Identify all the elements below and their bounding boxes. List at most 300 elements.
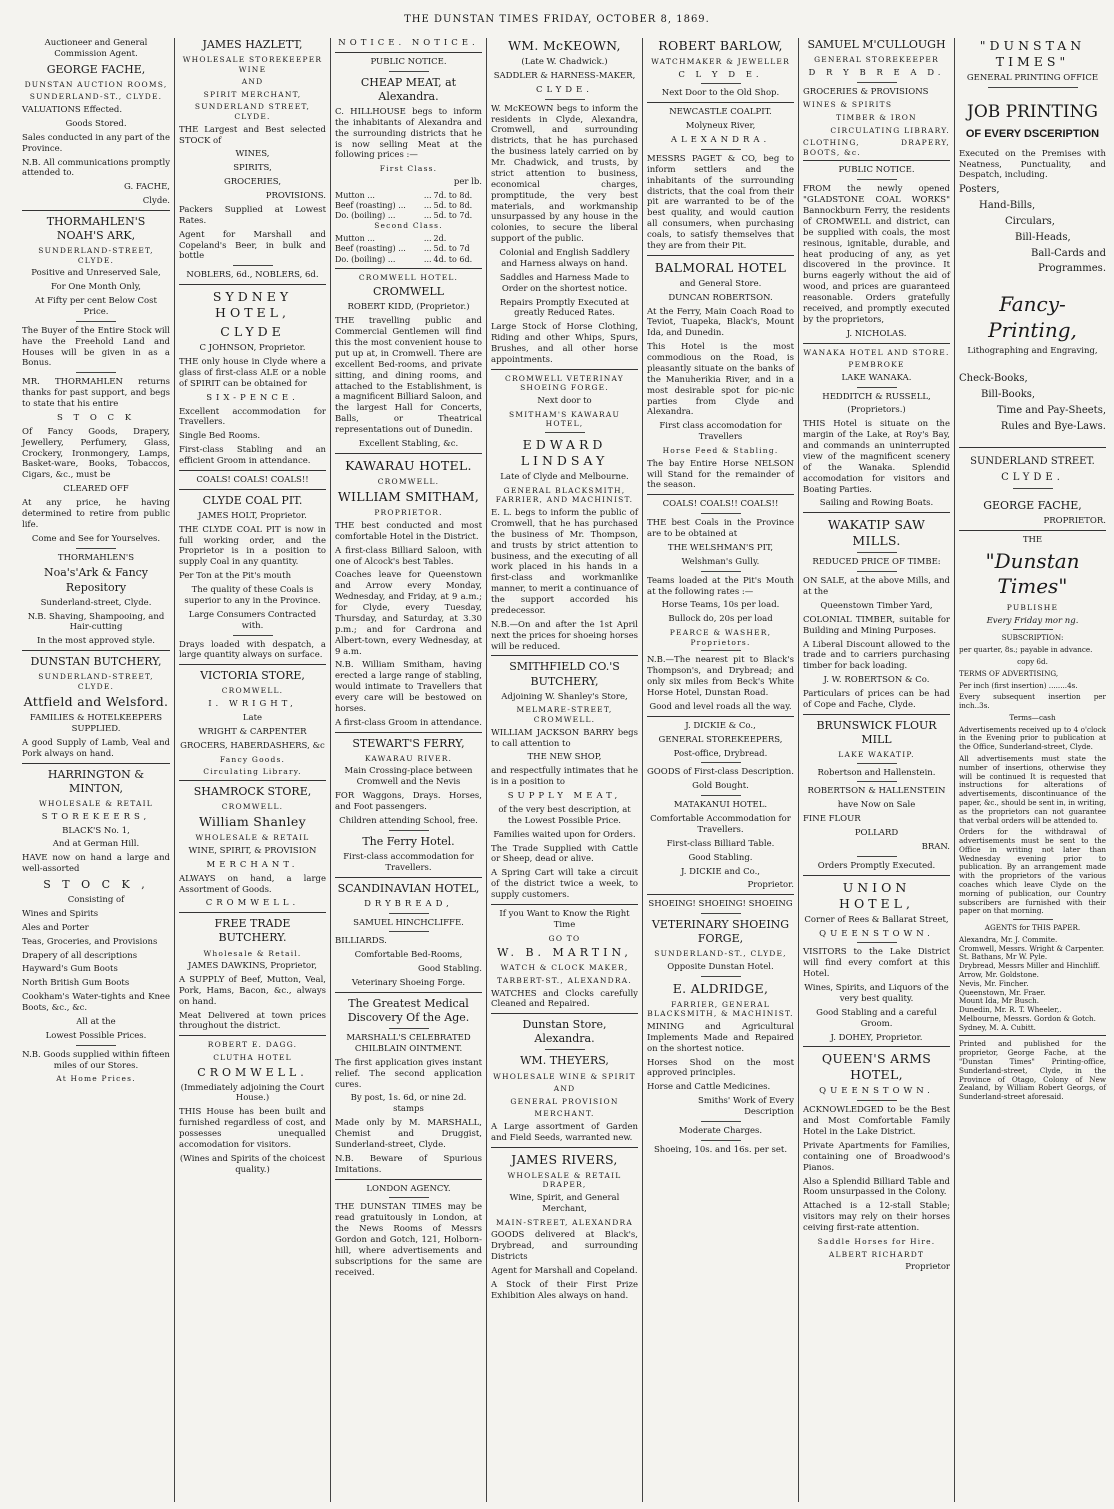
ad-rivers-title: JAMES RIVERS, — [511, 1151, 618, 1167]
ad-harrington-line: WHOLESALE & RETAIL — [39, 799, 153, 809]
price-dots: ... — [423, 190, 432, 200]
advertising-terms: Terms—cash — [1009, 712, 1056, 722]
ad-fache-place: Clyde. — [142, 196, 170, 207]
ad-clyde-coal-text: The quality of these Coals is superior to any in the Province. — [184, 585, 321, 606]
divider — [76, 321, 116, 322]
ad-london-agency-text: THE DUNSTAN TIMES may be read gratuitously in London, at the News Rooms of Messrs Gordon and Gotch, 121, Holborn-hill, where advertisements and subscriptions for the same are received. — [335, 1202, 482, 1278]
price-dots: ... — [423, 234, 432, 244]
divider — [389, 71, 429, 72]
ad-rivers-line: WHOLESALE & RETAIL DRAPER, — [507, 1170, 622, 1190]
ad-mckeown-text: W. McKEOWN begs to inform the residents in Clyde, Alexandra, Cromwell, and surrounding districts, that he has purchased the business lately carried on by Mr. Chadwick, and trusts, by strict attention to business, economical charges, promptitude, the very best materials, and workmanship unsurpassed by any house in the colonies, to secure the liberal support of the public. — [491, 103, 638, 245]
ad-aldridge-line: FARRIER, GENERAL BLACKSMITH, & MACHINIST. — [647, 999, 794, 1019]
ad-union-hotel-text: J. DOHEY, Proprietor. — [830, 1032, 923, 1043]
ad-harrington-line: At Home Prices. — [56, 1074, 136, 1084]
agent-item: St. Bathans, Mr W. Pyle. — [959, 952, 1048, 962]
ad-aldridge-text: Horse and Cattle Medicines. — [647, 1082, 771, 1093]
ad-shamrock-line: CROMWELL. — [221, 801, 284, 811]
ad-scandinavian-text: Comfortable Bed-Rooms, — [354, 950, 463, 961]
ad-scandinavian-title: SCANDINAVIAN HOTEL, — [337, 881, 480, 895]
ad-harrington-text: HAVE now on hand a large and well-assorted — [22, 853, 170, 875]
ad-marshall-title: MARSHALL'S CELEBRATED CHILBLAIN OINTMENT. — [346, 1033, 471, 1054]
divider — [335, 992, 482, 993]
divider — [22, 763, 170, 764]
ad-mckeown-text: Colonial and English Saddlery and Harness always on hand. — [499, 248, 630, 269]
ad-cromwell-hotel-title: CROMWELL HOTEL. — [358, 272, 459, 282]
ad-clutha-place: CROMWELL. — [197, 1065, 308, 1079]
divider — [389, 830, 429, 831]
divider — [857, 1100, 897, 1101]
ad-mccullough-title: SAMUEL M'CULLOUGH — [807, 38, 946, 51]
job-printing-heading: JOB PRINTING — [967, 101, 1098, 122]
ad-barlow-line: WATCHMAKER & JEWELLER — [651, 57, 790, 66]
column-5 — [642, 38, 798, 1502]
divider — [491, 904, 638, 905]
ad-sydney-hotel-text: Excellent accommodation for Travellers. — [179, 406, 326, 428]
divider — [179, 912, 326, 913]
divider — [491, 1147, 638, 1148]
ad-hazlett-line: SUNDERLAND STREET, CLYDE. — [194, 102, 311, 122]
ad-noahs-ark-text: In the most approved style. — [37, 636, 155, 647]
ad-stewarts-ferry-line: KAWARAU RIVER. — [364, 753, 453, 763]
ad-clyde-coal-title: CLYDE COAL PIT. — [202, 493, 303, 507]
price-dots: ... — [423, 254, 432, 264]
ad-hazlett-line: WHOLESALE STOREKEEPER WINE — [182, 55, 323, 74]
column-2 — [174, 38, 330, 1502]
ad-smithfield-text: WILLIAM JACKSON BARRY begs to call attention to — [491, 727, 638, 749]
ad-martin-line: TARBERT-ST., ALEXANDRA. — [497, 975, 632, 985]
ad-hazlett-title: JAMES HAZLETT, — [202, 38, 303, 51]
job-printing-item: Bill-Heads, — [1015, 231, 1071, 243]
ad-wanaka-text: Sailing and Rowing Boats. — [819, 498, 934, 509]
ad-free-trade-text: Meat Delivered at town prices throughout the district. — [179, 1010, 326, 1032]
ad-noahs-ark-text: At any price, he having determined to retire from public life. — [22, 498, 170, 530]
ad-harrington-item: Teas, Groceries, and Provisions — [22, 936, 158, 947]
notice-public-2: PUBLIC NOTICE. — [838, 165, 915, 176]
ad-rivers-text: GOODS delivered at Black's, Drybread, and surrounding Districts — [491, 1230, 638, 1262]
ad-wanaka-title: WANAKA HOTEL AND STORE. — [803, 347, 950, 357]
price-row — [335, 201, 482, 211]
ad-hazlett-line: GROCERIES, — [223, 177, 282, 188]
divider — [959, 447, 1106, 448]
divider — [857, 552, 897, 553]
ad-shamrock-line: CROMWELL. — [205, 898, 300, 909]
ad-scandinavian-text: Good Stabling. — [418, 964, 482, 975]
job-printing-item: Rules and Bye-Laws. — [1000, 420, 1106, 432]
agent-item: Nevis, Mr. Fincher. — [959, 978, 1029, 988]
ad-fache-address: SUNDERLAND-ST., CLYDE. — [29, 92, 163, 102]
price-row — [335, 255, 482, 265]
ad-mckeown-place: CLYDE. — [536, 84, 593, 95]
paper-published-day: Every Friday mor ng. — [986, 615, 1079, 626]
divider — [491, 369, 638, 370]
ad-brunswick-line: ROBERTSON & HALLENSTEIN — [807, 786, 946, 797]
ad-cromwell-hotel-text: THE travelling public and Commercial Gentlemen will find this the most convenient house to put up at, in Cromwell. There are excellent Bed-rooms, and private sitting, and dining rooms, and attached to the Establishment, is a magnificent Billiard Saloon, and the largest Hall for Concerts, Balls, or Theatrical representations out of Dunedin. — [335, 316, 482, 436]
agent-item: Sydney, M. A. Cubitt. — [959, 1022, 1036, 1032]
ad-smithfield-text: and respectfully intimates that he is in a position to — [491, 766, 638, 788]
ad-newcastle-text: MESSRS PAGET & CO, beg to inform settlers and the inhabitants of the surrounding districts, that the coal from their pit are warranted to be of the best quality, and would caution all consumers, when purchasing coals, to satisfy themselves that they are from their Pit. — [647, 153, 794, 251]
agent-item: Cromwell, Messrs. Wright & Carpenter. — [959, 943, 1104, 953]
ad-kawarau-hotel-prop: WILLIAM SMITHAM, — [337, 489, 480, 505]
ad-dunstan-store-title: Dunstan Store, Alexandra. — [522, 1018, 607, 1046]
ad-clutha-text: (Wines and Spirits of the choicest quality.) — [179, 1153, 326, 1175]
ad-noahs-ark-text: Come and See for Yourselves. — [31, 533, 161, 544]
ad-noahs-ark-cleared: CLEARED OFF — [63, 484, 129, 495]
divider — [179, 489, 326, 490]
ad-fache-rooms: DUNSTAN AUCTION ROOMS, — [24, 79, 168, 89]
ad-mckeown-text: Saddles and Harness Made to Order on the shortest notice. — [499, 272, 630, 294]
ad-victoria-store-line: Fancy Goods. — [219, 754, 286, 764]
agent-item: Alexandra, Mr. J. Commite. — [959, 934, 1058, 944]
ad-theyers-text: A Large assortment of Garden and Field Seeds, warranted new. — [491, 1121, 638, 1143]
price-row — [335, 244, 482, 254]
ad-queens-arms-text: Private Apartments for Families, containing one of Broadwood's Pianos. — [803, 1140, 950, 1173]
job-printing-item: Posters, — [959, 184, 1000, 196]
printing-office-town: CLYDE. — [1001, 472, 1064, 484]
column-1 — [18, 38, 174, 1502]
divider — [803, 1046, 950, 1047]
divider — [701, 149, 741, 150]
ad-matakanui-text: Good Stabling. — [688, 852, 753, 863]
divider — [335, 732, 482, 733]
divider — [803, 343, 950, 344]
agents-heading: AGENTS for THIS PAPER. — [984, 923, 1081, 933]
ad-union-hotel-text: VISITORS to the Lake District will find every comfort at this Hotel. — [803, 947, 950, 980]
divider — [701, 650, 741, 651]
ad-victoria-store-line: Late — [242, 712, 263, 723]
printing-office-proprietor-name: GEORGE FACHE, — [983, 498, 1082, 512]
ad-queens-arms-line: QUEENSTOWN. — [819, 1086, 934, 1097]
ad-shamrock-name: William Shanley — [199, 814, 306, 830]
ad-fache-name: GEORGE FACHE, — [46, 62, 146, 76]
ad-rivers-text: Agent for Marshall and Copeland. — [491, 1265, 638, 1276]
ad-noahs-ark-text: The Buyer of the Entire Stock will have the Freehold Land and Houses will be given in as a Bonus. — [22, 325, 170, 369]
ad-harrington-item: Ales and Porter — [22, 922, 89, 933]
ad-clyde-coal-prop: JAMES HOLT, Proprietor. — [198, 510, 307, 521]
ad-shoeing-line: SUNDERLAND-ST., CLYDE, — [654, 949, 787, 959]
ad-mckeown-text: Large Stock of Horse Clothing, Riding and other Whips, Spurs, Brushes, and all other horse appointments. — [491, 322, 638, 365]
ad-barlow-text: Next Door to the Old Shop. — [661, 88, 780, 99]
printing-office-proprietor-label: PROPRIETOR. — [1043, 516, 1106, 527]
divider — [335, 877, 482, 878]
ad-wanaka-line: (Proprietors.) — [847, 405, 906, 416]
ad-harrington-title: HARRINGTON & MINTON, — [47, 767, 145, 795]
divider — [803, 512, 950, 513]
ad-brunswick-line: have Now on Sale — [837, 800, 916, 811]
ad-kawarau-hotel-text: N.B. William Smitham, having erected a large range of stabling, would intimate to Travellers that every care will be bestowed on horses. — [335, 660, 482, 714]
ad-smithfield-text: A Spring Cart will take a circuit of the district twice a week, to supply customers. — [491, 868, 638, 901]
ad-welshman-line: Horse Teams, 10s per load. — [661, 600, 780, 611]
ad-wanaka-prop: HEDDITCH & RUSSELL, — [822, 391, 931, 402]
ad-matakanui-title: MATAKANUI HOTEL. — [673, 800, 768, 811]
price-item: Mutton ... — [335, 190, 375, 200]
ad-theyers-line: MERCHANT. — [534, 1109, 595, 1119]
ad-mccullough-place: D R Y B R E A D. — [808, 67, 945, 78]
divider — [988, 87, 1078, 88]
ad-dickie-line: Post-office, Drybread. — [673, 748, 768, 759]
ad-harrington-line: STOREKEERS, — [41, 811, 151, 822]
ad-fache-nb: N.B. All communications promptly attended to. — [22, 157, 170, 179]
ad-lindsay-text: N.B.—On and after the 1st April next the prices for shoeing horses will be reduced. — [491, 619, 638, 652]
ad-mckeown-line: (Late W. Chadwick.) — [521, 57, 608, 67]
ad-kawarau-hotel-text: A first-class Groom in attendance. — [335, 717, 482, 728]
ad-matakanui-text: J. DICKIE and Co., — [680, 866, 760, 877]
ad-union-hotel-title: UNION HOTEL, — [839, 879, 914, 911]
ad-harrington-item: Hayward's Gum Boots — [22, 964, 118, 975]
divider — [647, 102, 794, 103]
ad-queens-arms-text: Attached is a 12-stall Stable; visitors may rely on their horses ceiving first-rate attention. — [803, 1201, 950, 1234]
divider — [389, 931, 429, 932]
column-4 — [486, 38, 642, 1502]
divider — [701, 976, 741, 977]
ad-shoeing-title: VETERINARY SHOEING FORGE, — [651, 918, 790, 946]
ad-scandinavian-place: DRYBREAD, — [364, 898, 453, 909]
ad-kawarau-hotel-text: THE best conducted and most comfortable Hotel in the District. — [335, 520, 482, 542]
ad-balmoral-title: BALMORAL HOTEL — [654, 259, 787, 275]
ad-newcastle-title: NEWCASTLE COALPIT. — [669, 107, 772, 118]
price-table-second — [335, 234, 482, 265]
ad-mckeown-title: WM. McKEOWN, — [508, 38, 621, 53]
price-row — [335, 191, 482, 201]
ad-clyde-coal-heading: COALS! COALS! COALS!! — [196, 474, 309, 485]
ad-queens-arms-line: Proprietor — [905, 1262, 950, 1273]
divider — [179, 664, 326, 665]
price-row — [335, 211, 482, 221]
ad-theyers-line: GENERAL PROVISION — [510, 1096, 619, 1106]
printing-office-subtitle: GENERAL PRINTING OFFICE — [966, 73, 1099, 83]
ad-london-agency-title: LONDON AGENCY. — [366, 1183, 451, 1194]
ad-noahs-ark-repository: Noa's'Ark & Fancy Repository — [43, 566, 149, 594]
ad-noahs-ark-text: Of Fancy Goods, Drapery, Jewellery, Perfumery, Glass, Crockery, Ironmongery, Lamps, Basket-ware, Books, Tobaccos, Cigars, &c., must be — [22, 426, 170, 481]
ad-clyde-coal-text: Large Consumers Contracted with. — [188, 609, 317, 631]
ad-martin-heading: If you Want to Know the Right Time — [499, 908, 630, 930]
notice-heading: NOTICE. NOTICE. — [338, 38, 479, 48]
price-item: Do. (boiling) ... — [335, 211, 396, 221]
ad-fache-sign: G. FACHE, — [123, 182, 170, 193]
ad-noahs-ark-title: THORMAHLEN'S NOAH'S ARK, — [46, 215, 146, 243]
divider — [179, 470, 326, 471]
divider — [701, 913, 741, 914]
ad-harrington-stock: S T O C K , — [43, 878, 149, 892]
printing-office-title: "DUNSTAN TIMES" — [979, 38, 1086, 69]
ad-matakanui-text: First-class Billiard Table. — [666, 838, 775, 849]
ad-stewarts-ferry-text: FOR Waggons, Drays. Horses, and Foot passengers. — [335, 791, 482, 813]
ad-clutha-line: CLUTHA HOTEL — [213, 1052, 292, 1062]
ad-sydney-hotel-text: First-class Stabling and an efficient Groom in attendance. — [179, 445, 326, 467]
divider — [647, 894, 794, 895]
ad-cheap-meat-class: First Class. — [379, 164, 438, 174]
ad-harrington-item: Drapery of all descriptions — [22, 950, 138, 961]
price-row — [335, 234, 482, 244]
ad-lindsay-line: GENERAL BLACKSMITH, FARRIER, AND MACHINIST. — [495, 485, 634, 505]
ad-scandinavian-billiards: BILLIARDS. — [335, 936, 387, 947]
ad-free-trade-text: A SUPPLY of Beef, Mutton, Veal, Pork, Hams, Bacon, &c., always on hand. — [179, 974, 326, 1007]
ad-smithfield-title: SMITHFIELD CO.'S BUTCHERY, — [509, 660, 620, 688]
ad-wanaka-line: PEMBROKE — [848, 360, 905, 370]
ad-rivers-line: MAIN-STREET, ALEXANDRA — [496, 1217, 633, 1227]
masthead: THE DUNSTAN TIMES FRIDAY, OCTOBER 8, 1869. — [404, 14, 710, 25]
divider — [335, 52, 482, 53]
ad-harrington-line: All at the — [76, 1016, 116, 1027]
ad-dunstan-butchery-text: FAMILIES & HOTELKEEPERS SUPPLIED. — [29, 713, 163, 735]
ad-hazlett-text: Agent for Marshall and Copeland's Beer, in bulk and bottle — [179, 229, 326, 262]
price-item: Mutton ... — [335, 234, 375, 244]
ad-marshall-heading: The Greatest Medical Discovery Of the Age. — [347, 996, 470, 1025]
divider — [647, 716, 794, 717]
price-dots: ... — [423, 211, 432, 221]
ad-free-trade-line: Wholesale & Retail. — [203, 948, 302, 958]
divider — [857, 82, 897, 83]
divider — [857, 781, 897, 782]
job-printing-item: Check-Books, — [959, 373, 1028, 385]
ad-theyers-line: WHOLESALE WINE & SPIRIT — [493, 1071, 636, 1081]
ad-marshall-text: By post, 1s. 6d, or nine 2d. stamps — [350, 1093, 467, 1115]
ad-welshman-text: N.B.—The nearest pit to Black's Thompson's, and Drybread; and only six miles from Beck's White Horse Hotel, Dunstan Road. — [647, 655, 794, 698]
ad-welshman-text: THE best Coals in the Province are to be obtained at — [647, 518, 794, 540]
ad-shamrock-text: ALWAYS on hand, a large Assortment of Goods. — [179, 873, 326, 895]
job-printing-subheading: OF EVERY DSCERIPTION — [965, 127, 1100, 140]
ad-marshall-text: Made only by M. MARSHALL, Chemist and Druggist, Sunderland-street, Clyde. — [335, 1118, 482, 1150]
ad-cheap-meat-class: Second Class. — [374, 221, 443, 231]
divider — [701, 83, 741, 84]
ad-mckeown-text: Repairs Promptly Executed at greatly Reduced Rates. — [499, 297, 630, 319]
ad-sydney-hotel-title: SYDNEY HOTEL, — [212, 289, 293, 321]
ad-matakanui-text: Proprietor. — [747, 880, 794, 891]
ad-hazlett-line: WINES, — [235, 149, 270, 160]
ad-sydney-hotel-text: THE only house in Clyde where a glass of first-class ALE or a noble of SPIRIT can be obtained for — [179, 357, 326, 389]
divider — [1013, 629, 1053, 630]
job-printing-text: Executed on the Premises with Neatness, Punctuality, and Despatch, including. — [959, 148, 1106, 181]
ad-victoria-store-title: VICTORIA STORE, — [200, 669, 305, 683]
divider — [491, 655, 638, 656]
job-printing-item: Ball-Cards and — [1031, 247, 1106, 259]
agent-item: Mount Ida, Mr Busch. — [959, 996, 1040, 1006]
ad-barlow-title: ROBERT BARLOW, — [658, 38, 783, 53]
divider — [803, 714, 950, 715]
ad-shamrock-line: WINE, SPIRIT, & PROVISION — [188, 845, 317, 856]
divider — [76, 1045, 116, 1046]
ad-clyde-coal-text: Drays loaded with despatch, a large quantity always on surface. — [179, 639, 326, 661]
job-printing-item: Bill-Books, — [981, 388, 1036, 400]
ad-wakatip-mills-text: COLONIAL TIMBER, suitable for Building and Mining Purposes. — [803, 614, 950, 636]
price-item: Beef (roasting) ... — [335, 200, 406, 210]
ad-welshman-text: Good and level roads all the way. — [649, 701, 792, 712]
agent-item: Melbourne, Messrs. Gordon & Gotch. — [959, 1013, 1096, 1023]
ad-martin-title: W. B. MARTIN, — [497, 946, 632, 960]
ad-dickie-title: J. DICKIE & Co., — [685, 720, 756, 731]
ad-noahs-ark-text: MR. THORMAHLEN returns thanks for past support, and begs to state that his entire — [22, 377, 170, 410]
ad-aldridge-text: Shoeing, 10s. and 16s. per set. — [653, 1144, 788, 1155]
ad-brunswick-line: FINE FLOUR — [803, 814, 861, 825]
ad-fache-stored: Goods Stored. — [65, 118, 127, 129]
ad-shamrock-title: SHAMROCK STORE, — [193, 784, 312, 798]
ad-clutha-line: (Immediately adjoining the Court House.) — [180, 1082, 325, 1104]
ad-brunswick-line: Robertson and Hallenstein. — [817, 767, 936, 778]
ad-dickie-text: GOODS of First-class Description. — [647, 767, 794, 778]
ad-harrington-line: And at German Hill. — [52, 839, 140, 850]
ad-wakatip-mills-line: Queenstown Timber Yard, — [820, 600, 933, 611]
ad-mckeown-line: SADDLER & HARNESS-MAKER, — [493, 70, 636, 81]
subscription-copy: copy 6d. — [1017, 657, 1048, 666]
ad-dunstan-butchery-text: A good Supply of Lamb, Veal and Pork always on hand. — [22, 738, 170, 760]
ad-hazlett-line: AND — [241, 77, 264, 87]
divider — [701, 795, 741, 796]
ad-queens-arms-text: Also a Splendid Billiard Table and Room unsurpassed in the Colony. — [803, 1176, 950, 1198]
divider — [22, 210, 170, 211]
ad-shoeing-heading: SHOEING! SHOEING! SHOEING — [648, 899, 793, 910]
ad-victoria-store-line: WRIGHT & CARPENTER — [198, 726, 307, 737]
ad-matakanui-text: Comfortable Accommodation for Travellers. — [650, 814, 791, 835]
divider — [22, 650, 170, 651]
ad-noahs-ark-text: THORMAHLEN'S — [57, 552, 135, 563]
ad-wanaka-text: THIS Hotel is situate on the margin of the Lake, at Roy's Bay, and commands an uninterrupted view of the magnificent scenery of the Wanaka. Splendid accomodation for visitors and Boating Parties. — [803, 419, 950, 495]
ad-cromwell-hotel-text: Excellent Stabling, &c. — [358, 438, 459, 449]
divider — [76, 548, 116, 549]
ad-smithfield-text: Families waited upon for Orders. — [493, 829, 636, 840]
ad-harrington-line: Consisting of — [67, 895, 125, 906]
ad-dunstan-butchery-owners: Attfield and Welsford. — [23, 694, 169, 710]
divider — [545, 1049, 585, 1050]
ad-brunswick-line: Orders Promptly Executed. — [817, 860, 936, 871]
price-item: Do. (boiling) ... — [335, 254, 396, 264]
advertising-text: All advertisements must state the number of insertions, otherwise they will be continued It is requested that instructions for alterations of advertisements, discontinuance of the paper, &c., should be sent in, in writing, as the proprietors can not guarantee that verbal orders will be attended to. — [959, 754, 1106, 825]
ad-kawarau-hotel-place: CROMWELL. — [377, 476, 440, 486]
agent-item: Drybread, Messrs Miller and Hinchliff. — [959, 961, 1101, 971]
divider — [1013, 488, 1053, 489]
ad-smithfield-text: The Trade Supplied with Cattle or Sheep, dead or alive. — [491, 843, 638, 865]
paper-title-the: THE — [1022, 534, 1043, 545]
ad-victoria-store-line: I. WRIGHT, — [208, 699, 297, 710]
ad-cromwell-hotel-prop: ROBERT KIDD, (Proprietor.) — [347, 302, 470, 313]
column-7 — [954, 38, 1110, 1502]
ad-hazlett-line: SPIRIT MERCHANT, — [203, 89, 302, 99]
ad-welshman-line: Bullock do, 20s per load — [668, 614, 773, 625]
ad-sydney-hotel-place: CLYDE — [220, 324, 285, 340]
ad-cheap-meat-title: CHEAP MEAT, at Alexandra. — [360, 75, 457, 103]
divider — [76, 372, 116, 373]
ad-cromwell-hotel-place: CROMWELL — [373, 285, 444, 299]
job-printing-item: Hand-Bills, — [979, 200, 1036, 212]
ad-union-hotel-text: Wines, Spirits, and Liquors of the very best quality. — [804, 983, 949, 1004]
ad-gladstone-sign: J. NICHOLAS. — [846, 328, 907, 339]
price-value: 4d. to 6d. — [433, 254, 473, 264]
price-value: 5d. to 7d — [433, 244, 470, 254]
ad-harrington-text: N.B. Goods supplied within fifteen miles of our Stores. — [22, 1049, 170, 1071]
ad-ferry-hotel-title: The Ferry Hotel. — [362, 834, 455, 848]
divider — [179, 284, 326, 285]
ad-aldridge-title: E. ALDRIDGE, — [672, 980, 769, 996]
divider — [179, 1035, 326, 1036]
ad-aldridge-text: Horses Shod on the most approved principles. — [647, 1057, 794, 1079]
price-dots: ... — [423, 244, 432, 254]
advertising-rate: Every subsequent insertion per inch..3s. — [959, 692, 1106, 711]
divider — [335, 268, 482, 269]
divider — [701, 762, 741, 763]
ad-wakatip-mills-line: REDUCED PRICE OF TIMBE: — [812, 557, 941, 568]
ad-welshman-line: Welshman's Gully. — [681, 556, 760, 567]
ad-victoria-store-line: GROCERS, HABERDASHERS, &c — [180, 740, 325, 751]
ad-queens-arms-line: Saddle Horses for Hire. — [817, 1236, 936, 1246]
ad-kawarau-hotel-text: A first-class Billiard Saloon, with one of Alcock's best Tables. — [335, 545, 482, 567]
ad-wakatip-mills-line: J. W. ROBERTSON & Co. — [823, 675, 930, 686]
ad-stewarts-ferry-title: STEWART'S FERRY, — [352, 736, 465, 750]
ad-wakatip-mills-text: Particulars of prices can be had of Cope and Fache, Clyde. — [803, 689, 950, 710]
ad-hazlett-text: THE Largest and Best selected STOCK of — [179, 124, 326, 146]
price-table-first — [335, 191, 482, 222]
ad-fache-heading: Auctioneer and General Commission Agent. — [44, 38, 148, 59]
divider — [389, 913, 429, 914]
subscription-price: per quarter, 8s.; payable in advance. — [959, 645, 1093, 655]
ad-balmoral-text: At the Ferry, Main Coach Road to Teviot, Tuapeka, Black's, Mount Ida, and Dunedin. — [647, 306, 794, 339]
